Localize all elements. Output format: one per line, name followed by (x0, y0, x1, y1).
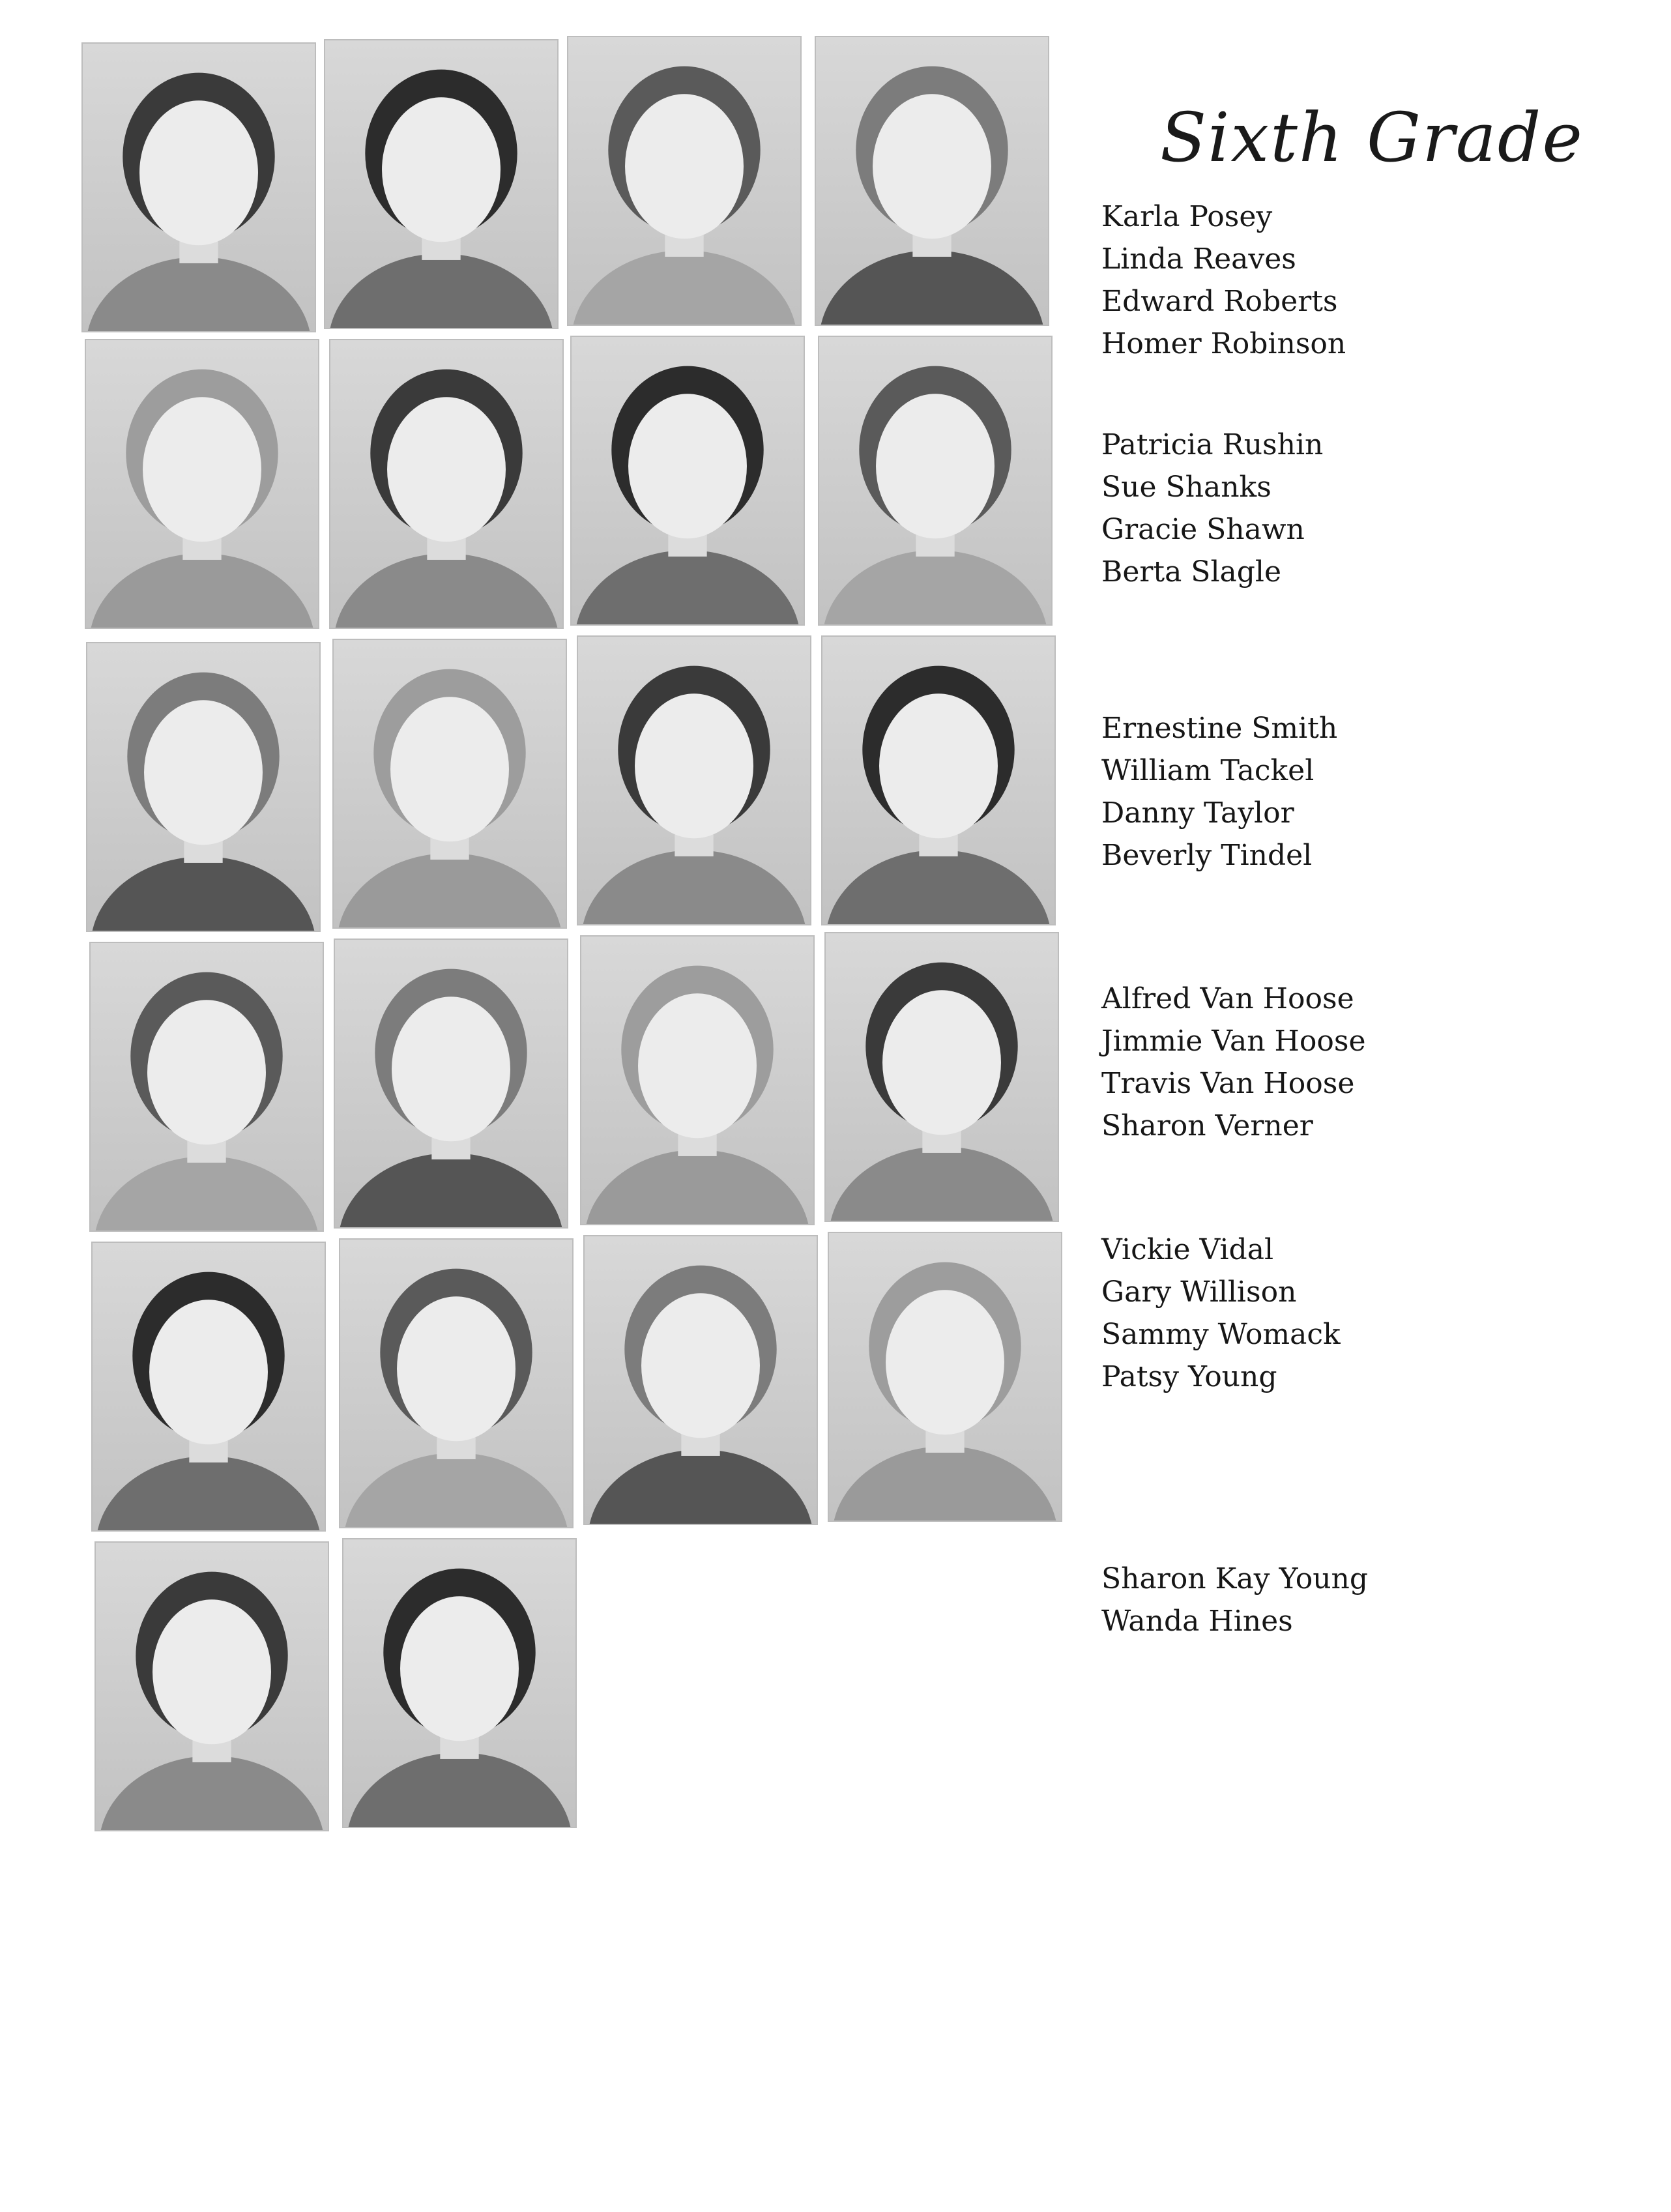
shoulders-shape (572, 250, 797, 325)
shoulders-shape (89, 553, 315, 628)
portrait-silhouette (343, 1539, 575, 1827)
student-name: Linda Reaves (1101, 242, 1296, 276)
shoulders-shape (94, 1156, 319, 1230)
shoulders-shape (832, 1446, 1058, 1521)
portrait-silhouette (340, 1240, 572, 1527)
student-photo (567, 36, 802, 326)
portrait-silhouette (568, 37, 800, 325)
student-photo (580, 935, 815, 1225)
portrait-silhouette (819, 337, 1051, 624)
portrait-silhouette (93, 1243, 325, 1530)
shoulders-shape (338, 1153, 564, 1227)
shoulders-shape (829, 1146, 1054, 1221)
student-name: Ernestine Smith (1101, 712, 1338, 745)
face-shape (641, 1293, 760, 1438)
student-photo (339, 1238, 574, 1528)
student-name: Edward Roberts (1101, 285, 1338, 318)
portrait-silhouette (816, 37, 1048, 325)
student-name: Beverly Tindel (1101, 839, 1313, 872)
student-name: Sharon Verner (1101, 1109, 1313, 1142)
portrait-silhouette (87, 643, 319, 931)
face-shape (390, 697, 509, 841)
shoulders-shape (581, 850, 807, 924)
face-shape (382, 97, 501, 242)
shoulders-shape (588, 1449, 813, 1524)
portrait-silhouette (83, 44, 315, 331)
student-name: Sue Shanks (1101, 471, 1271, 504)
student-photo (342, 1538, 577, 1828)
student-photo (89, 942, 324, 1232)
face-shape (153, 1599, 271, 1744)
portrait-silhouette (829, 1233, 1061, 1521)
student-name: Travis Van Hoose (1101, 1067, 1355, 1100)
student-name: Homer Robinson (1101, 327, 1346, 360)
shoulders-shape (91, 856, 316, 931)
name-group-3 (1101, 707, 1337, 877)
shoulders-shape (86, 257, 312, 331)
student-photo (821, 635, 1056, 925)
portrait-silhouette (330, 340, 562, 628)
face-shape (143, 397, 261, 542)
student-photo (334, 939, 568, 1229)
student-name: Gary Willison (1101, 1275, 1297, 1309)
face-shape (387, 397, 506, 542)
shoulders-shape (96, 1456, 321, 1530)
student-name: Danny Taylor (1101, 796, 1294, 830)
name-group-5 (1101, 1229, 1341, 1398)
portrait-silhouette (96, 1543, 328, 1830)
face-shape (873, 94, 991, 239)
shoulders-shape (334, 553, 559, 628)
student-photo (828, 1232, 1062, 1522)
shoulders-shape (347, 1753, 572, 1827)
face-shape (638, 993, 757, 1138)
face-shape (147, 1000, 266, 1144)
portrait-silhouette (335, 940, 567, 1227)
face-shape (876, 394, 995, 538)
student-name: Jimmie Van Hoose (1101, 1025, 1366, 1058)
face-shape (635, 693, 753, 838)
shoulders-shape (343, 1453, 569, 1527)
name-group-1 (1101, 196, 1346, 365)
student-photo (86, 642, 321, 932)
portrait-silhouette (325, 40, 557, 328)
student-photo (583, 1235, 818, 1525)
student-name: Karla Posey (1101, 200, 1273, 233)
student-photo (94, 1541, 329, 1831)
page-title: Sixth Grade (1160, 98, 1584, 177)
face-shape (879, 693, 998, 838)
student-name: Vickie Vidal (1101, 1233, 1274, 1266)
portrait-silhouette (334, 640, 566, 927)
shoulders-shape (328, 254, 554, 328)
face-shape (397, 1296, 516, 1441)
shoulders-shape (826, 850, 1051, 924)
face-shape (144, 700, 263, 845)
face-shape (625, 94, 744, 239)
shoulders-shape (99, 1756, 325, 1830)
student-name: Wanda Hines (1101, 1605, 1293, 1638)
face-shape (400, 1596, 519, 1741)
student-photo (324, 39, 559, 329)
student-photo (329, 339, 564, 629)
student-name: Sammy Womack (1101, 1318, 1341, 1351)
student-photo (85, 339, 319, 629)
student-name: Sharon Kay Young (1101, 1562, 1369, 1595)
face-shape (149, 1300, 268, 1444)
face-shape (886, 1290, 1004, 1434)
student-photo (815, 36, 1049, 326)
student-photo (91, 1242, 326, 1532)
shoulders-shape (822, 550, 1048, 624)
name-group-4 (1101, 978, 1366, 1147)
student-name: Patricia Rushin (1101, 428, 1324, 461)
portrait-silhouette (91, 943, 323, 1230)
name-group-2 (1101, 424, 1323, 593)
shoulders-shape (819, 250, 1045, 325)
face-shape (882, 990, 1001, 1135)
portrait-silhouette (572, 337, 804, 624)
face-shape (392, 997, 510, 1141)
student-name: William Tackel (1101, 754, 1315, 787)
student-photo (824, 932, 1059, 1222)
student-name: Alfred Van Hoose (1101, 982, 1354, 1015)
student-name: Berta Slagle (1101, 555, 1282, 589)
shoulders-shape (575, 550, 800, 624)
portrait-silhouette (826, 933, 1058, 1221)
name-group-6 (1101, 1558, 1368, 1642)
portrait-silhouette (581, 937, 813, 1224)
student-name: Patsy Young (1101, 1360, 1277, 1393)
portrait-silhouette (822, 637, 1054, 924)
face-shape (628, 394, 747, 538)
face-shape (139, 100, 258, 245)
student-photo (570, 336, 805, 626)
portrait-silhouette (86, 340, 318, 628)
student-photo (818, 336, 1053, 626)
student-photo (332, 639, 567, 929)
student-photo (81, 42, 316, 332)
shoulders-shape (585, 1150, 810, 1224)
shoulders-shape (337, 853, 562, 927)
portrait-silhouette (585, 1236, 817, 1524)
student-photo (577, 635, 811, 925)
student-name: Gracie Shawn (1101, 513, 1305, 546)
portrait-silhouette (578, 637, 810, 924)
